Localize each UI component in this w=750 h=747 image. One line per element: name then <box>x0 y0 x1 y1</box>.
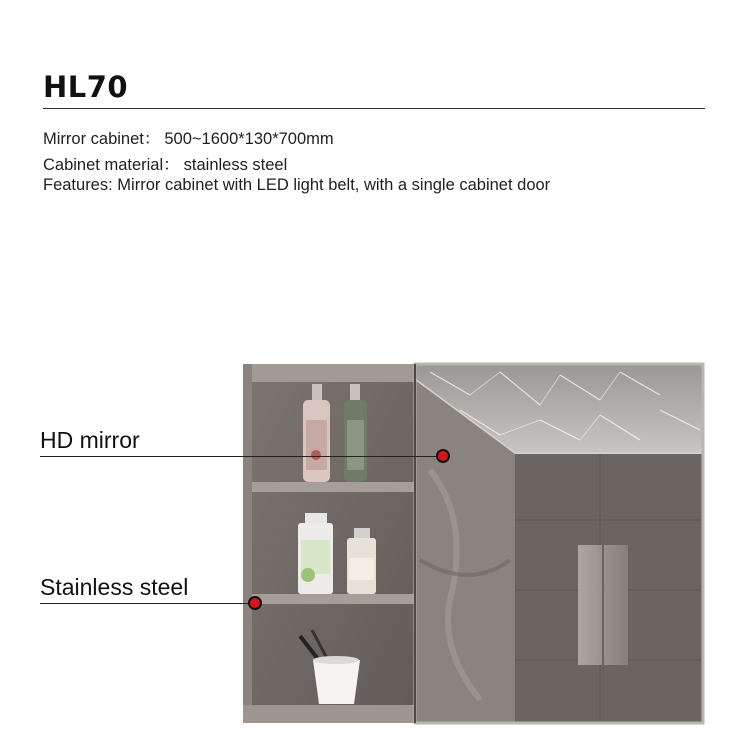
callout-stainless-steel-label: Stainless steel <box>40 574 189 600</box>
spec-value: 500~1600*130*700mm <box>164 130 334 148</box>
spec-label: Cabinet material： <box>43 156 180 174</box>
callout-hd-mirror-marker <box>436 449 450 463</box>
spec-value: Mirror cabinet with LED light belt, with a single cabinet door <box>117 176 551 194</box>
callout-hd-mirror-label: HD mirror <box>40 427 140 453</box>
spec-label: Mirror cabinet： <box>43 130 161 148</box>
spec-value: stainless steel <box>183 156 288 174</box>
callout-stainless-steel-marker <box>248 596 262 610</box>
mirror-door <box>415 364 703 723</box>
callout-hd-mirror-line <box>40 456 443 457</box>
spec-label: Features: <box>43 176 118 194</box>
callout-stainless-steel-line <box>40 603 256 604</box>
model-title: HL70 <box>43 70 129 104</box>
